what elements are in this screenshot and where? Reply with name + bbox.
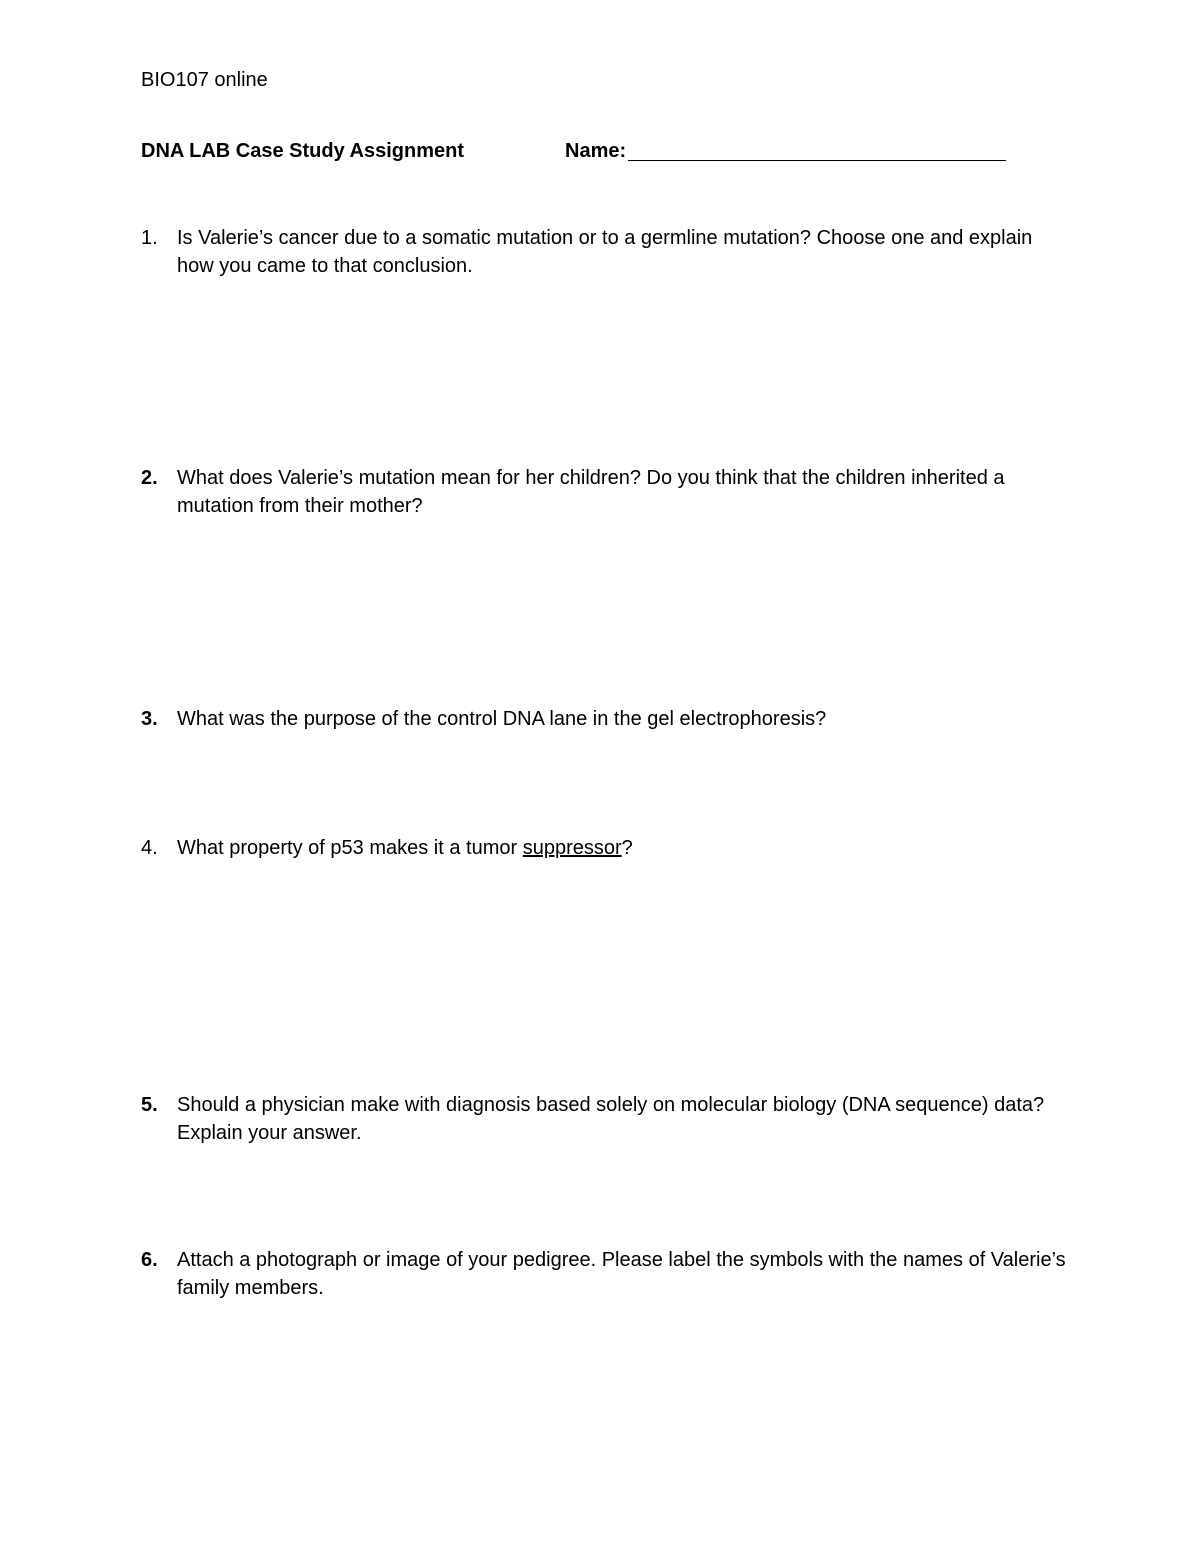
title-row bbox=[141, 139, 1021, 165]
question-text: What was the purpose of the control DNA lane in the gel electrophoresis? bbox=[177, 708, 827, 730]
question-number: 2. bbox=[141, 467, 158, 489]
question-number: 1. bbox=[141, 227, 158, 249]
question-5 bbox=[141, 1091, 1071, 1147]
question-text bbox=[177, 834, 1071, 862]
question-text-start: What property of p53 makes it a tumor bbox=[177, 837, 523, 859]
question-text: What does Valerie’s mutation mean for her children? Do you think that the children inherited a mutation from their mother? bbox=[177, 467, 1005, 517]
question-text-end: ? bbox=[621, 837, 633, 859]
question-2 bbox=[141, 464, 1071, 520]
question-text: Should a physician make with diagnosis based solely on molecular biology (DNA sequence) data? Explain your answer. bbox=[177, 1094, 1045, 1144]
question-6 bbox=[141, 1246, 1071, 1302]
question-number: 5. bbox=[141, 1094, 158, 1116]
assignment-title: DNA LAB Case Study Assignment bbox=[141, 140, 465, 162]
name-blank-line bbox=[628, 160, 1006, 161]
question-number: 6. bbox=[141, 1249, 158, 1271]
question-number: 4. bbox=[141, 837, 158, 859]
course-label: BIO107 online bbox=[141, 69, 268, 91]
question-number: 3. bbox=[141, 708, 158, 730]
question-1 bbox=[141, 224, 1071, 280]
question-4 bbox=[141, 834, 1071, 862]
question-text: Is Valerie’s cancer due to a somatic mutation or to a germline mutation? Choose one and explain how you came to that conclusion. bbox=[177, 227, 1033, 277]
question-3 bbox=[141, 705, 1071, 733]
question-text: Attach a photograph or image of your pedigree. Please label the symbols with the names of Valerie’s family members. bbox=[177, 1249, 1066, 1299]
name-label: Name: bbox=[565, 140, 627, 162]
underlined-word: suppressor bbox=[522, 837, 622, 859]
